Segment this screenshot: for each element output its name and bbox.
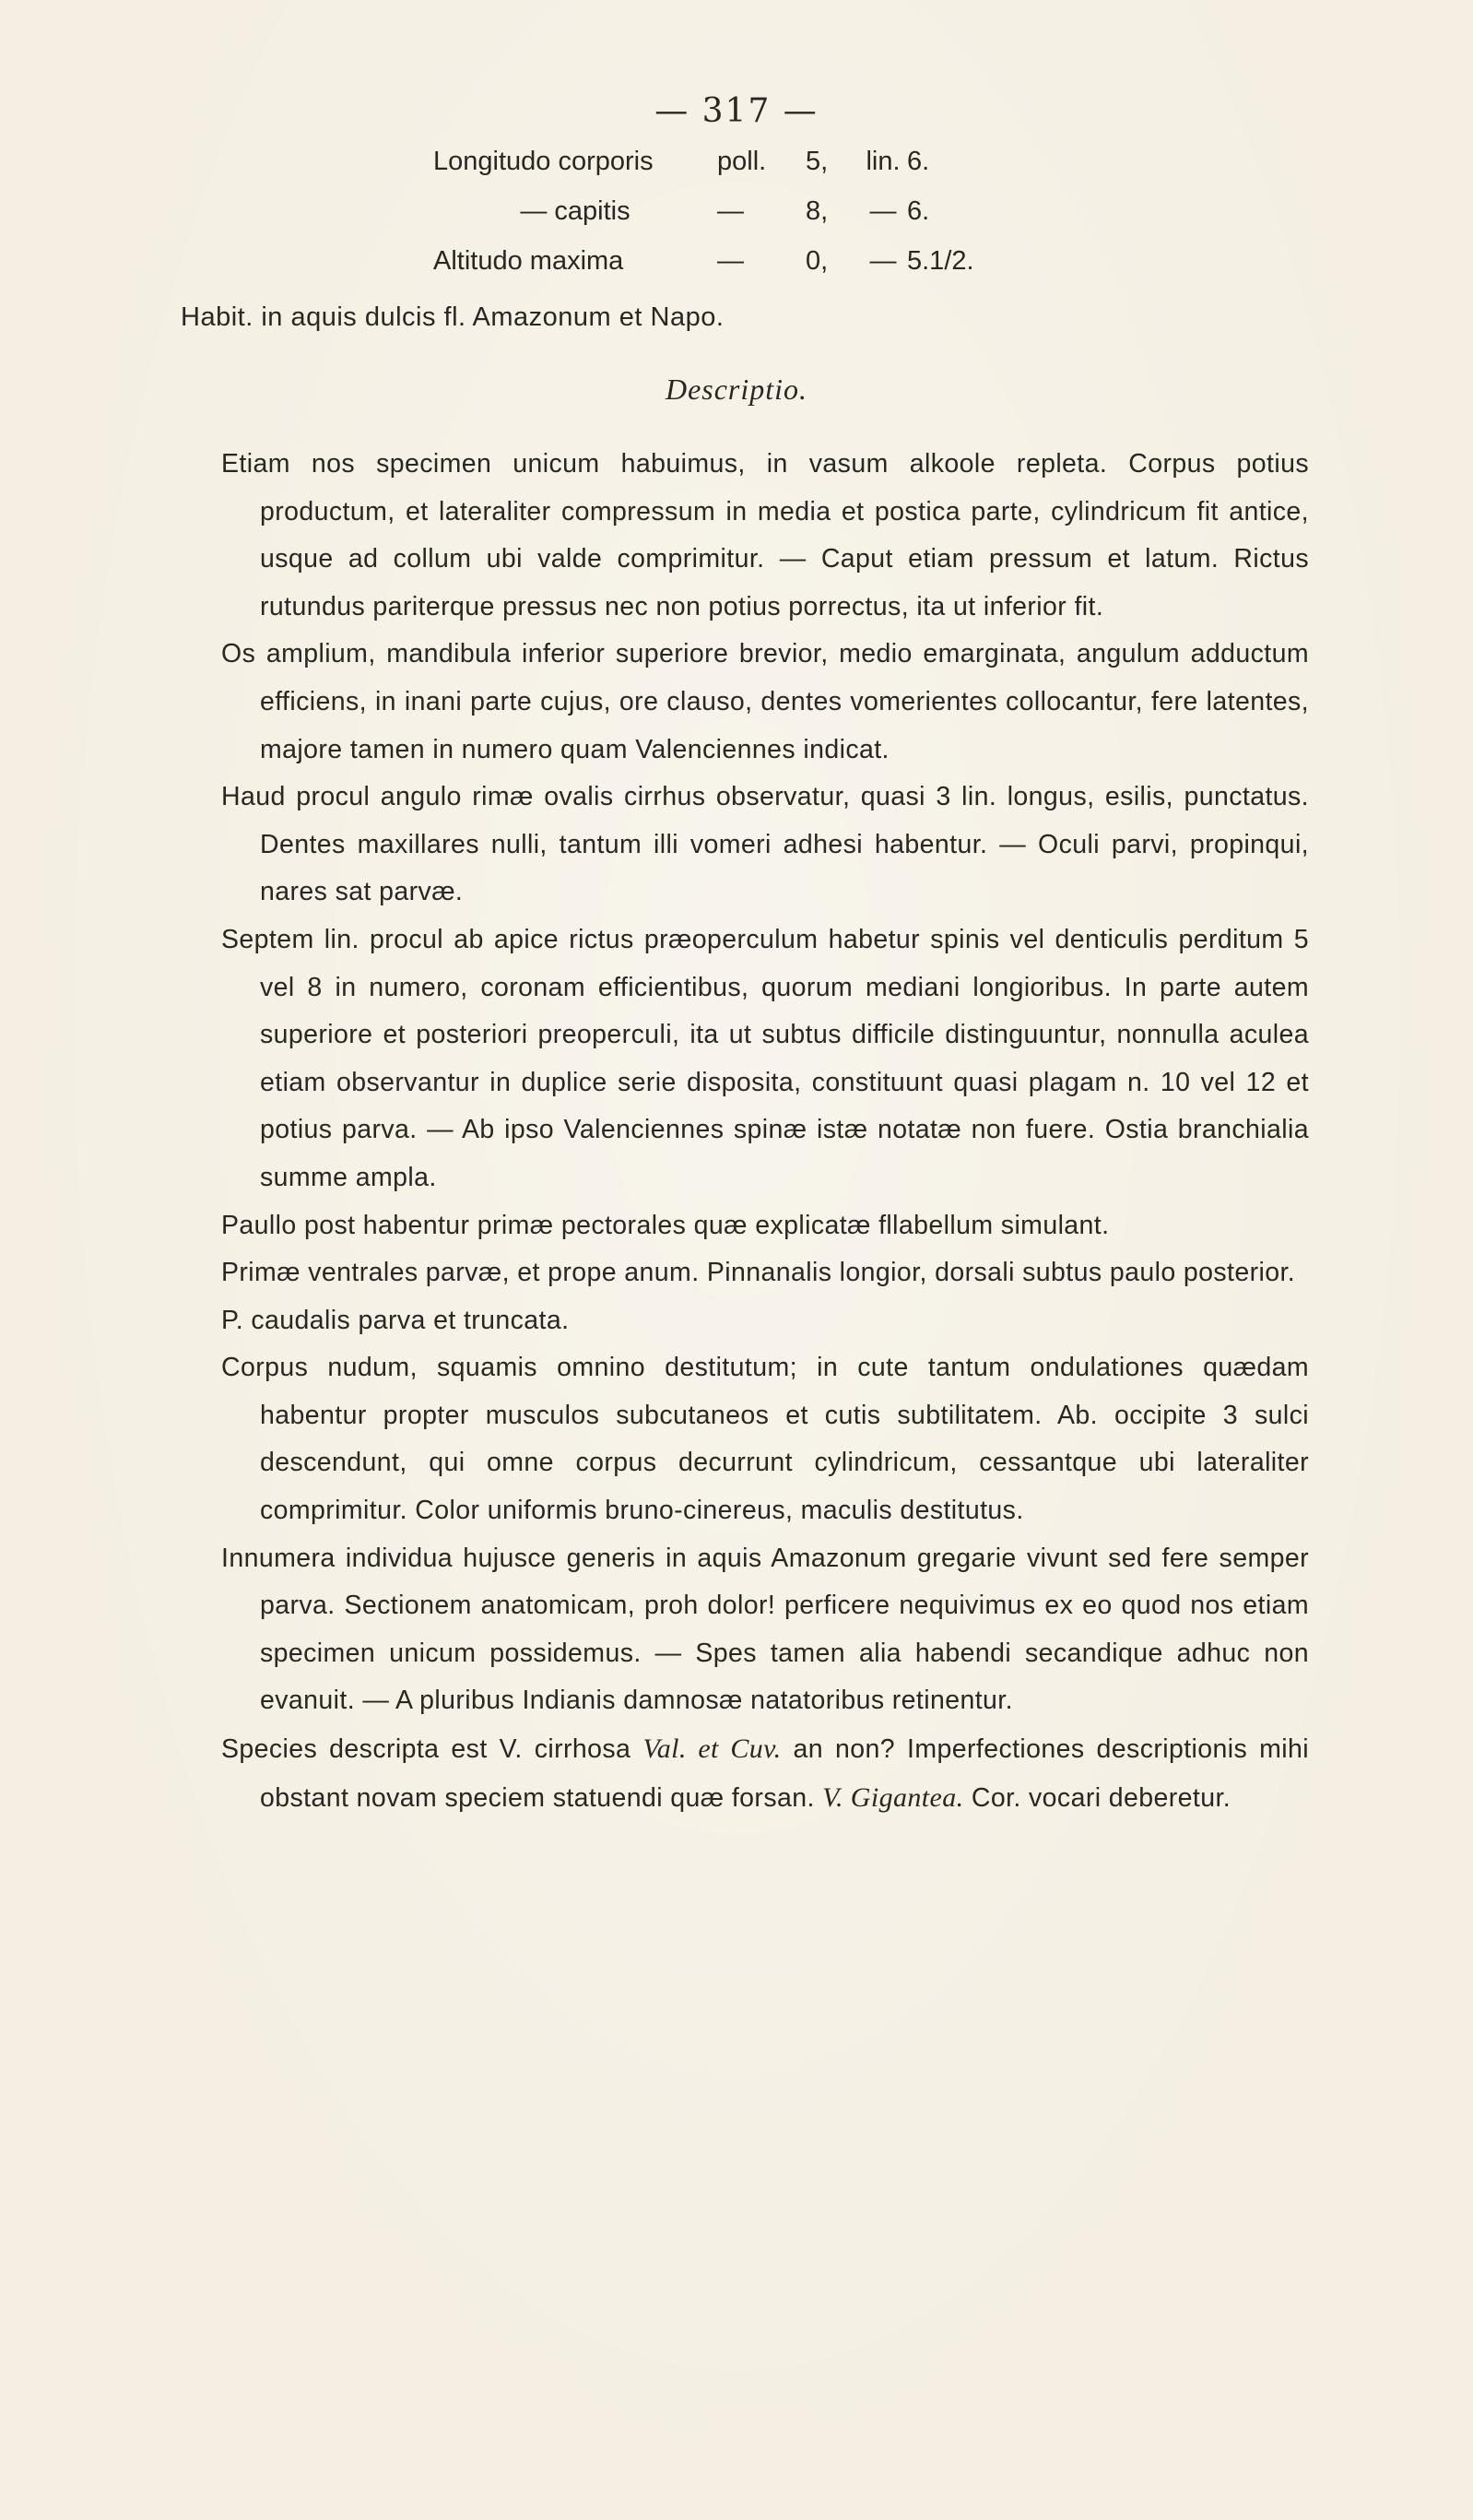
measurement-label: Altitudo maxima xyxy=(433,246,624,276)
measurement-label: — capitis xyxy=(520,196,630,226)
habitat-line: Habit. in aquis dulcis fl. Amazonum et Napo. xyxy=(181,302,725,332)
measurement-value: 8, xyxy=(806,196,829,226)
measurement-unit: poll. xyxy=(717,147,767,176)
paragraph: Corpus nudum, squamis omnino destitutum; in cute tantum ondulationes quædam habentur propter musculos subcutaneos et cutis subtilitatem. Ab. occipite 3 sulci descendunt, qui omne corpus decurrunt cylindricum, cessantque ubi lateraliter comprimitur. Color uniformis bruno-cinereus, maculis destitutus. xyxy=(221,1353,1309,1526)
paragraph-text: Species descripta est V. cirrhosa xyxy=(221,1734,643,1765)
paragraph: P. caudalis parva et truncata. xyxy=(221,1305,570,1335)
measurement-value-secondary: 6. xyxy=(907,196,930,226)
paragraph: Haud procul angulo rimæ ovalis cirrhus observatur, quasi 3 lin. longus, esilis, punctatus. Dentes maxillares nulli, tantum illi vomeri adhesi habentur. — Oculi parvi, propinqui, nares sat parvæ. xyxy=(221,782,1309,907)
measurement-value-secondary: 5.1/2. xyxy=(907,246,974,276)
measurement-value: 0, xyxy=(806,246,829,276)
measurement-row xyxy=(433,186,1018,236)
page-number: — 317 — xyxy=(654,92,819,130)
measurement-unit: — xyxy=(717,196,744,226)
measurements-table xyxy=(433,136,1018,286)
measurement-unit-secondary: — xyxy=(869,196,897,226)
paragraph: Innumera individua hujusce generis in aquis Amazonum gregarie vivunt sed fere semper parva. Sectionem anatomicam, proh dolor! perficere nequivimus ex eo quod nos etiam specimen unicum possidemus. — Spes tamen alia habendi secandique adhuc non evanuit. — A pluribus Indianis damnosæ natatoribus retinentur. xyxy=(221,1543,1309,1716)
italic-citation: Val. et Cuv. xyxy=(642,1733,782,1765)
paragraph: Septem lin. procul ab apice rictus præoperculum habetur spinis vel denticulis perditum 5 vel 8 in numero, coronam efficientibus, quorum mediani longioribus. In parte autem superiore et posteriori preoperculi, ita ut subtus difficile distinguuntur, nonnulla aculea etiam observantur in duplice serie disposita, constituunt quasi plagam n. 10 vel 12 et potius parva. — Ab ipso Valenciennes spinæ istæ notatæ non fuere. Ostia branchialia summe ampla. xyxy=(221,924,1309,1192)
measurement-unit-secondary: lin. xyxy=(866,147,901,176)
section-title: Descriptio. xyxy=(665,373,808,406)
paragraph-text: Cor. vocari deberetur. xyxy=(963,1782,1231,1813)
paragraph: Primæ ventrales parvæ, et prope anum. Pinnanalis longior, dorsali subtus paulo posterior. xyxy=(221,1258,1296,1288)
paragraph: Etiam nos specimen unicum habuimus, in vasum alkoole repleta. Corpus potius productum, et lateraliter compressum in media et postica parte, cylindricum fit antice, usque ad collum ubi valde comprimitur. — Caput etiam pressum et latum. Rictus rutundus pariterque pressus nec non potius porrectus, ita ut inferior fit. xyxy=(221,449,1309,621)
paragraph-final xyxy=(221,1725,1309,1822)
measurement-row xyxy=(433,136,1018,186)
measurement-label: Longitudo corporis xyxy=(433,147,654,176)
measurement-unit: — xyxy=(717,246,744,276)
measurement-row xyxy=(433,236,1018,286)
measurement-unit-secondary: — xyxy=(869,246,897,276)
description-body xyxy=(221,441,1309,1822)
measurement-value-secondary: 6. xyxy=(907,147,930,176)
italic-species-name: V. Gigantea. xyxy=(822,1781,964,1813)
paragraph: Paullo post habentur primæ pectorales quæ explicatæ fllabellum simulant. xyxy=(221,1210,1110,1240)
measurement-value: 5, xyxy=(806,147,829,176)
paragraph: Os amplium, mandibula inferior superiore brevior, medio emarginata, angulum adductum efficiens, in inani parte cujus, ore clauso, dentes vomerientes collocantur, fere latentes, majore tamen in numero quam Valenciennes indicat. xyxy=(221,639,1309,764)
paragraph-text: an non? Imperfectiones descriptionis mihi obstant novam speciem statuendi quæ forsan. xyxy=(260,1734,1310,1813)
